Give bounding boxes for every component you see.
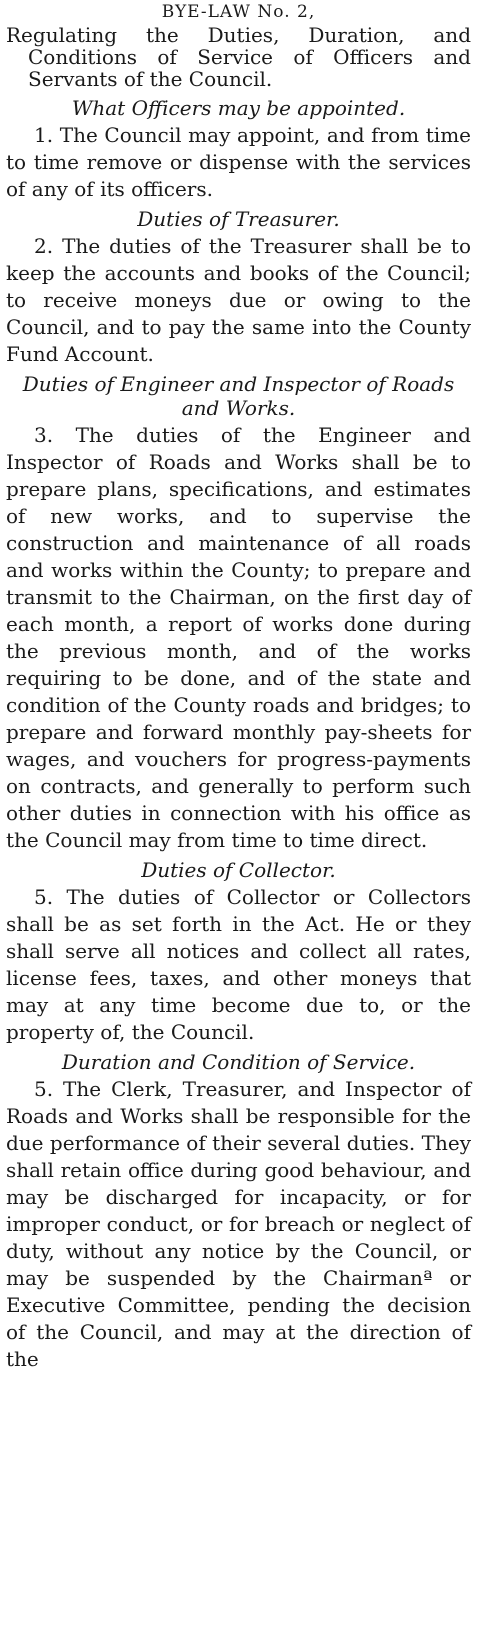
section-text-officers: 1. The Council may appoint, and from time to time remove or dispense with the services of any of its officers. [6,123,471,201]
section-heading-treasurer: Duties of Treasurer. [137,207,340,231]
section-text-collector: 5. The duties of Collector or Collectors shall be as set forth in the Act. He or they shall serve all notices and collect all rates, license fees, taxes, and other moneys that may at any time become due to, or the property of, the Council. [6,885,471,1044]
section-text-engineer: 3. The duties of the Engineer and Inspector of Roads and Works shall be to prepare plans, specifications, and estimates of new works, and to supervise the construction and maintenance of all roads and works within the County; to prepare and transmit to the Chairman, on the first day of each month, a report of works done during the previous month, and of the works requiring to be done, and of the state and condition of the County roads and bridges; to prepare and forward monthly pay-sheets for wages, and vouchers for progress-payments on contracts, and generally to perform such other duties in connection with his office as the Council may from time to time direct. [6,423,471,852]
section-heading-collector: Duties of Collector. [141,858,336,882]
section-heading-engineer: Duties of Engineer and Inspector of Roads and Works. [22,372,455,420]
bye-law-subtitle: Regulating the Duties, Duration, and Conditions of Service of Officers and Servants of the Council. [6,23,471,91]
section-heading-officers: What Officers may be appointed. [71,96,406,120]
document-page [0,2,477,1652]
section-text-duration: 5. The Clerk, Treasurer, and Inspector of Roads and Works shall be responsible for the due performance of their several duties. They shall retain office during good behaviour, and may be discharged for incapacity, or for improper conduct, or for breach or neglect of duty, without any notice by the Council, or may be suspended by the Chairmanª or Executive Committee, pending the decision of the Council, and may at the direction of the [6,1077,471,1371]
section-heading-duration: Duration and Condition of Service. [61,1050,416,1074]
section-text-treasurer: 2. The duties of the Treasurer shall be to keep the accounts and books of the Council; to receive moneys due or owing to the Council, and to pay the same into the County Fund Account. [6,234,471,366]
bye-law-title: BYE-LAW No. 2, [161,2,316,22]
